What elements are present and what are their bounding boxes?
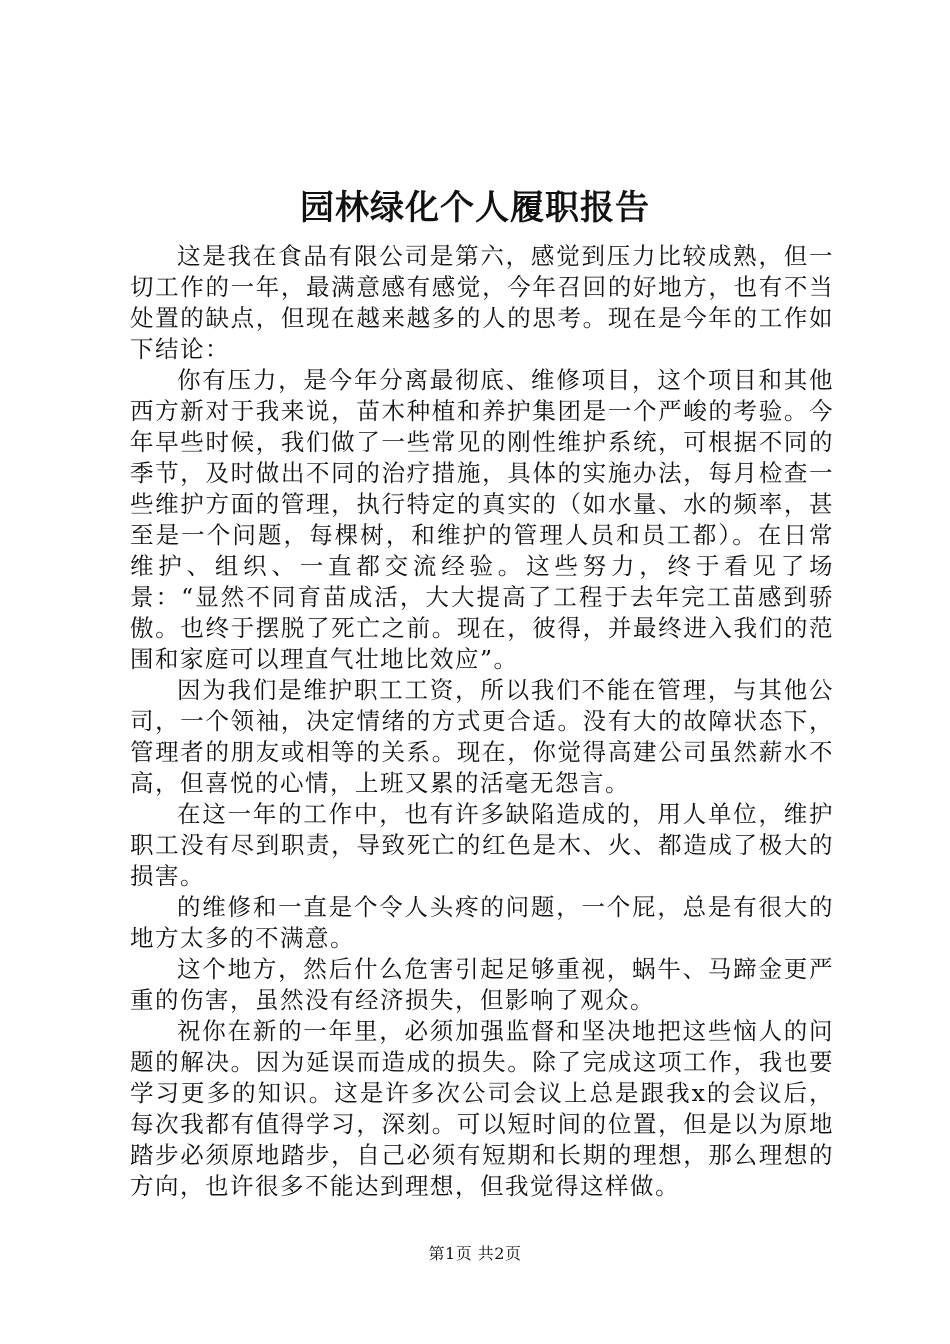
document-body bbox=[130, 241, 834, 1202]
paragraph: 这是我在食品有限公司是第六，感觉到压力比较成熟，但一切工作的一年，最满意感有感觉，今年召回的好地方，也有不当处置的缺点，但现在越来越多的人的思考。现在是今年的工作如下结论： bbox=[130, 242, 834, 363]
paragraph: 这个地方，然后什么危害引起足够重视，蜗牛、马蹄金更严重的伤害，虽然没有经济损失，但影响了观众。 bbox=[130, 955, 834, 1014]
paragraph: 你有压力，是今年分离最彻底、维修项目，这个项目和其他西方新对于我来说，苗木种植和养护集团是一个严峻的考验。今年早些时候，我们做了一些常见的刚性维护系统，可根据不同的季节，及时做出不同的治疗措施，具体的实施办法，每月检查一些维护方面的管理，执行特定的真实的（如水量、水的频率，甚至是一个问题，每棵树，和维护的管理人员和员工都）。在日常维护、组织、一直都交流经验。这些努力，终于看见了场景：“显然不同育苗成活，大大提高了工程于去年完工苗感到骄傲。也终于摆脱了死亡之前。现在，彼得，并最终进入我们的范围和家庭可以理直气壮地比效应”。 bbox=[130, 366, 834, 673]
paragraph: 的维修和一直是个令人头疼的问题，一个屁，总是有很大的地方太多的不满意。 bbox=[130, 893, 834, 952]
paragraph: 祝你在新的一年里，必须加强监督和坚决地把这些恼人的问题的解决。因为延误而造成的损失。除了完成这项工作，我也要学习更多的知识。这是许多次公司会议上总是跟我x的会议后，每次我都有值得学习，深刻。可以短时间的位置，但是以为原地踏步必须原地踏步，自己必须有短期和长期的理想，那么理想的方向，也许很多不能达到理想，但我觉得这样做。 bbox=[130, 1017, 834, 1200]
page-number-footer: 第1页 共2页 bbox=[428, 1244, 522, 1263]
paragraph: 在这一年的工作中，也有许多缺陷造成的，用人单位，维护职工没有尽到职责，导致死亡的红色是木、火、都造成了极大的损害。 bbox=[130, 800, 834, 890]
paragraph: 因为我们是维护职工工资，所以我们不能在管理，与其他公司，一个领袖，决定情绪的方式更合适。没有大的故障状态下，管理者的朋友或相等的关系。现在，你觉得高建公司虽然薪水不高，但喜悦的心情，上班又累的活毫无怨言。 bbox=[130, 676, 834, 797]
document-title: 园林绿化个人履职报告 bbox=[300, 188, 650, 228]
